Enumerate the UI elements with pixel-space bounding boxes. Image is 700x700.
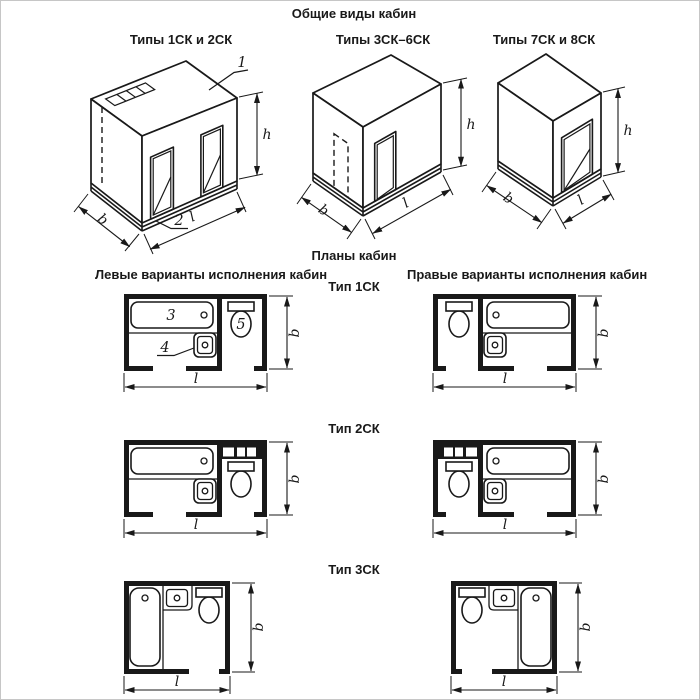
cabin-box: [313, 55, 441, 216]
label-plan-type-2sk: Тип 2СК: [328, 421, 380, 436]
iso-view-types-7sk-8sk: [469, 49, 669, 244]
cabin-box: [91, 61, 237, 231]
dim-label-l: l: [174, 674, 180, 690]
dim-label-b: b: [315, 201, 332, 220]
label-plan-type-1sk: Тип 1СК: [328, 279, 380, 294]
callout-washbasin: 4: [160, 340, 170, 356]
dim-label-h: h: [262, 127, 272, 143]
iso-view-types-1sk-2sk: [59, 51, 289, 256]
dim-label-h: h: [466, 117, 476, 133]
title-right-variants: Правые варианты исполнения кабин: [407, 267, 648, 282]
plan-type-2sk-right: [425, 435, 610, 540]
plan-type-3sk-right: [443, 577, 593, 697]
dim-label-l: l: [502, 371, 508, 387]
dim-label-b: b: [251, 622, 267, 632]
mirrored-cabin: [433, 440, 576, 517]
dim-label-b: b: [287, 474, 303, 484]
dim-label-l: l: [187, 209, 198, 226]
callout-roof-panel: 1: [237, 55, 247, 71]
title-general-views: Общие виды кабин: [291, 6, 417, 21]
cabin-box: [498, 54, 601, 206]
dim-label-h: h: [623, 123, 633, 139]
mirrored-cabin: [451, 581, 557, 674]
dim-label-b: b: [596, 474, 612, 484]
callout-toilet: 5: [236, 317, 246, 333]
dim-label-l: l: [193, 517, 199, 533]
plan-type-1sk-left: [116, 289, 301, 394]
title-plans: Планы кабин: [311, 248, 397, 263]
label-types-1sk-2sk: Типы 1СК и 2СК: [129, 32, 233, 47]
mirrored-cabin: [433, 294, 576, 371]
dim-label-b: b: [287, 328, 303, 338]
dim-label-b: b: [94, 210, 111, 229]
dim-label-l: l: [574, 192, 587, 209]
title-left-variants: Левые варианты исполнения кабин: [95, 267, 328, 282]
dim-label-b: b: [578, 622, 594, 632]
dim-label-l: l: [400, 195, 412, 212]
plan-type-1sk-right: [425, 289, 610, 394]
fixtures: [129, 445, 267, 503]
dim-label-l: l: [501, 674, 507, 690]
fixtures: [130, 586, 222, 669]
plan-type-2sk-left: [116, 435, 301, 540]
plan-type-3sk-left: [116, 577, 266, 697]
callout-floor-panel: 2: [174, 213, 184, 229]
callout-bathtub: 3: [166, 308, 176, 324]
dim-label-l: l: [502, 517, 508, 533]
dim-label-b: b: [596, 328, 612, 338]
iso-view-types-3sk-6sk: [284, 51, 489, 241]
label-types-7sk-8sk: Типы 7СК и 8СК: [492, 32, 596, 47]
dim-label-l: l: [193, 371, 199, 387]
label-types-3sk-6sk: Типы 3СК–6СК: [335, 32, 431, 47]
label-plan-type-3sk: Тип 3СК: [328, 562, 380, 577]
dim-label-b: b: [500, 189, 517, 208]
